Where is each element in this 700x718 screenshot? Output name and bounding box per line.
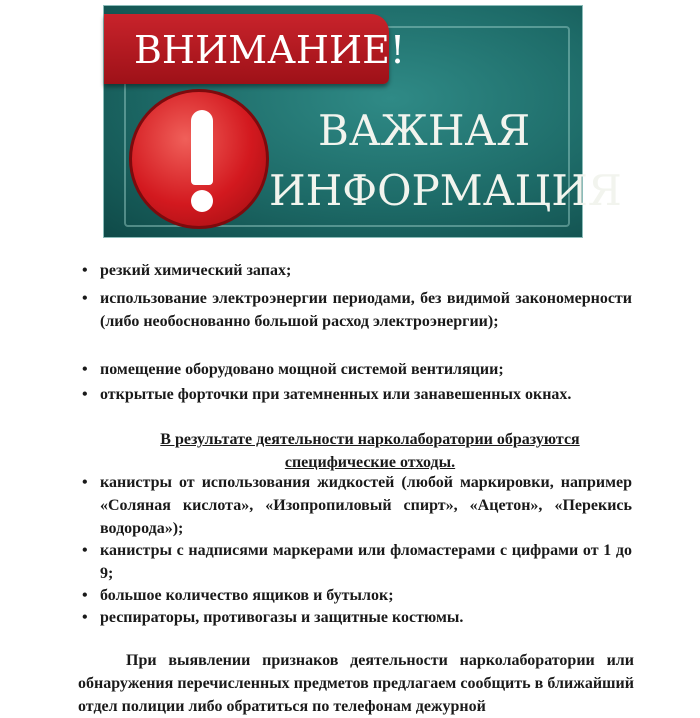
bullet-icon: •: [82, 290, 88, 307]
bullet-icon: •: [82, 587, 88, 604]
bullet-icon: •: [82, 609, 88, 626]
exclamation-icon: [129, 89, 269, 229]
list-item: канистры с надписями маркерами или фломастерами с цифрами от 1 до 9;: [100, 542, 632, 582]
list-item: канистры от использования жидкостей (любой маркировки, например «Соляная кислота», «Изопропиловый спирт», «Ацетон», «Перекись водорода»);: [100, 474, 632, 537]
attention-ribbon: [104, 14, 406, 84]
bullet-icon: •: [82, 542, 88, 559]
attention-label: ВНИМАНИЕ!: [134, 28, 406, 72]
list-item: респираторы, противогазы и защитные костюмы.: [100, 609, 464, 626]
list-item: большое количество ящиков и бутылок;: [100, 587, 394, 604]
bullet-icon: •: [82, 262, 88, 279]
bullet-icon: •: [82, 474, 88, 491]
list-item: помещение оборудовано мощной системой вентиляции;: [100, 361, 504, 378]
bullet-icon: •: [82, 386, 88, 403]
list-item: открытые форточки при затемненных или занавешенных окнах.: [100, 386, 572, 403]
list-item: использование электроэнергии периодами, без видимой закономерности (либо необоснованно большой расход электроэнергии);: [100, 290, 632, 330]
warning-banner: [103, 5, 622, 238]
waste-heading: В результате деятельности нарколаборатории образуются специфические отходы.: [160, 431, 580, 471]
bullet-icon: •: [82, 361, 88, 378]
report-paragraph: При выявлении признаков деятельности нарколаборатории или обнаружения перечисленных предметов предлагаем сообщить в ближайший отдел полиции либо обратиться по телефонам дежурной: [78, 652, 634, 715]
list-item: резкий химический запах;: [100, 262, 292, 279]
banner-title-line1: ВАЖНАЯ: [318, 106, 531, 155]
banner-title-line2: ИНФОРМАЦИЯ: [269, 166, 622, 215]
